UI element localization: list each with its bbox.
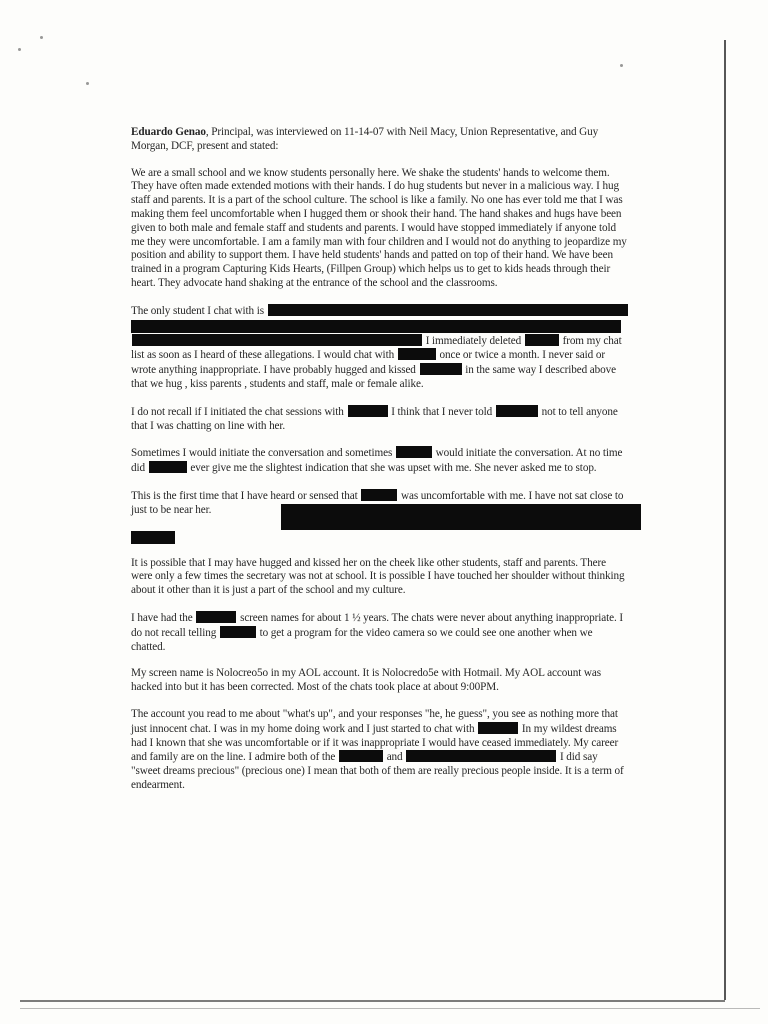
text-segment: and	[386, 751, 403, 764]
redaction-bar	[478, 722, 518, 734]
text-segment: not to tell anyone that I was chatting on line with her.	[131, 405, 618, 432]
text-segment: ever give me the slightest indication that she was upset with me. She never asked me to stop.	[190, 462, 597, 475]
text-segment: The only student I chat with is	[131, 304, 264, 317]
paragraph-7	[131, 611, 629, 654]
scan-speck	[620, 64, 623, 67]
interviewee-name: Eduardo Genao	[131, 126, 206, 138]
text-segment: Sometimes I would initiate the conversation and sometimes	[131, 447, 393, 460]
redaction-bar	[149, 461, 187, 473]
text-segment: in the same way I described above that we hug , kiss parents , students and staff, male or female alike.	[131, 364, 616, 390]
text-segment: was uncomfortable with me. I have not sat close to just to be near her.	[131, 489, 624, 516]
text-segment: I immediately deleted	[425, 334, 522, 347]
redaction-bar	[196, 611, 236, 623]
scan-edge-right	[724, 40, 726, 1000]
interview-header-text: , Principal, was interviewed on 11-14-07 with Neil Macy, Union Representative, and Guy Morgan, DCF, present and stated:	[131, 126, 599, 152]
text-segment: In my wildest dreams had I known that she was uncomfortable or if it was inappropriate I would have ceased immediately. My career and family are on the line. I admire both of the	[131, 722, 619, 764]
interview-header	[131, 126, 629, 154]
text-segment: I have had the	[131, 611, 193, 624]
text-segment: I think that I never told	[391, 405, 493, 418]
redaction-bar	[132, 334, 422, 346]
redaction-bar	[220, 626, 256, 638]
paragraph-5	[131, 489, 629, 544]
text-segment: to get a program for the video camera so we could see one another when we chatted.	[131, 626, 593, 653]
paragraph-8: My screen name is Nolocreo5o in my AOL account. It is Nolocredo5e with Hotmail. My AOL account was hacked into but it has been corrected. Most of the chats took place at about 9:00PM.	[131, 667, 602, 694]
redaction-bar	[361, 489, 397, 501]
text-segment: This is the first time that I have heard or sensed that	[131, 489, 358, 502]
text-segment: I did say "sweet dreams precious" (precious one) I mean that both of them are really precious people inside. It is a term of endearment.	[131, 751, 624, 791]
redaction-bar	[496, 405, 538, 417]
text-segment: would initiate the conversation. At no time did	[131, 447, 623, 475]
scan-speck	[40, 36, 43, 39]
scan-speck	[18, 48, 21, 51]
redaction-bar	[281, 504, 641, 530]
redaction-bar	[525, 334, 559, 346]
text-segment: The account you read to me about "what's up", and your responses "he, he guess", you see as nothing more that just innocent chat. I was in my home doing work and I just started to chat with	[131, 707, 618, 735]
redaction-bar	[406, 750, 556, 762]
paragraph-4	[131, 446, 629, 476]
paragraph-9	[131, 708, 629, 793]
redaction-bar	[420, 363, 462, 375]
redaction-bar	[396, 446, 432, 458]
paragraph-1: We are a small school and we know students personally here. We shake the students' hands to welcome them. They have often made extended motions with their hands. I do hug students but never in a malicious way. I hug staff and parents. It is a part of the school culture. The school is like a family. No one has ever told me that I was making them feel uncomfortable when I hugged them or shook their hand. The hand shakes and hugs have been given to both male and female staff and students and parents. I would have stopped immediately if anyone told me they were uncomfortable. I am a family man with four children and I would not do anything to jeopardize my position and ability to support them. I have held students' hands and patted on top of their hand. We have been trained in a program Capturing Kids Hearts, (Fillpen Group) which helps us to get to kids heads through their heart. They advocate hand shaking at the entrance of the school and the classrooms.	[131, 166, 627, 289]
redaction-bar	[131, 320, 621, 333]
redaction-bar	[348, 405, 388, 417]
paragraph-6: It is possible that I may have hugged and kissed her on the cheek like other students, staff and parents. There were only a few times the secretary was not at school. It is possible I have touched her shoulder without thinking about it other than it is just a part of the school and my culture.	[131, 556, 625, 597]
interview-statement	[131, 126, 629, 806]
redaction-bar	[131, 531, 175, 544]
redaction-bar	[398, 348, 436, 360]
text-segment: I do not recall if I initiated the chat sessions with	[131, 405, 344, 418]
text-segment: screen names for about 1 ½ years. The chats were never about anything inappropriate. I do not recall telling	[131, 611, 623, 639]
text-segment: once or twice a month. I never said or wrote anything inappropriate. I have probably hugged and kissed	[131, 349, 605, 377]
paragraph-2	[131, 304, 629, 392]
redaction-bar	[339, 750, 383, 762]
scan-edge-bottom	[20, 1000, 725, 1002]
scan-speck	[86, 82, 89, 85]
text-segment: from my chat list as soon as I heard of these allegations. I would chat with	[131, 334, 622, 362]
redaction-bar	[268, 304, 628, 316]
scan-edge-bottom-secondary	[20, 1008, 760, 1009]
paragraph-3	[131, 405, 629, 434]
